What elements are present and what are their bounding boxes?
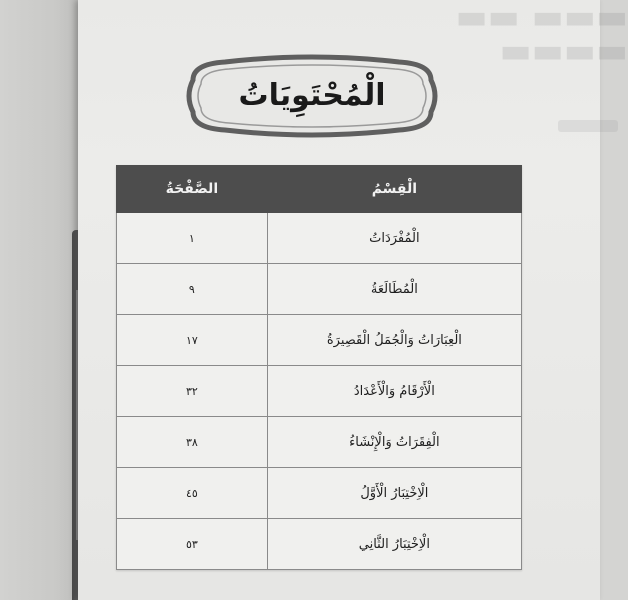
page-number: ٥٣ <box>117 519 268 570</box>
page-number: ٩ <box>117 264 268 315</box>
page-number: ١٧ <box>117 315 268 366</box>
section-name: الْاِخْتِبَارُ الْأَوَّلُ <box>267 468 521 519</box>
column-header-page: الصَّفْحَةُ <box>117 166 268 213</box>
table-row <box>117 366 522 417</box>
table-row <box>117 417 522 468</box>
page-number: ١ <box>117 213 268 264</box>
page-number: ٣٢ <box>117 366 268 417</box>
bleed-through-shape: ▬▬▬ ▬▬ ▬▬▬▬ <box>455 0 628 71</box>
page-title: الْمُحْتَوِيَاتُ <box>238 78 386 113</box>
table-row <box>117 213 522 264</box>
section-name: الْفِقَرَاتُ وَالْإِنْشَاءُ <box>267 417 521 468</box>
background-booklet <box>0 0 80 600</box>
table-header-row <box>117 166 522 213</box>
section-name: الْاِخْتِبَارُ الثَّانِي <box>267 519 521 570</box>
page-number: ٤٥ <box>117 468 268 519</box>
title-cartouche <box>185 56 439 136</box>
section-name: الْمُطَالَعَةُ <box>267 264 521 315</box>
contents-table <box>116 165 522 570</box>
table-row <box>117 264 522 315</box>
table-row <box>117 519 522 570</box>
column-header-section: الْقِسْمُ <box>267 166 521 213</box>
page-number: ٣٨ <box>117 417 268 468</box>
table-row <box>117 468 522 519</box>
table-row <box>117 315 522 366</box>
section-name: الْمُفْرَدَاتُ <box>267 213 521 264</box>
bleed-through-mark <box>558 120 618 132</box>
section-name: الْعِبَارَاتُ وَالْجُمَلُ الْقَصِيرَةُ <box>267 315 521 366</box>
section-name: الْأَرْقَامُ وَالْأَعْدَادُ <box>267 366 521 417</box>
